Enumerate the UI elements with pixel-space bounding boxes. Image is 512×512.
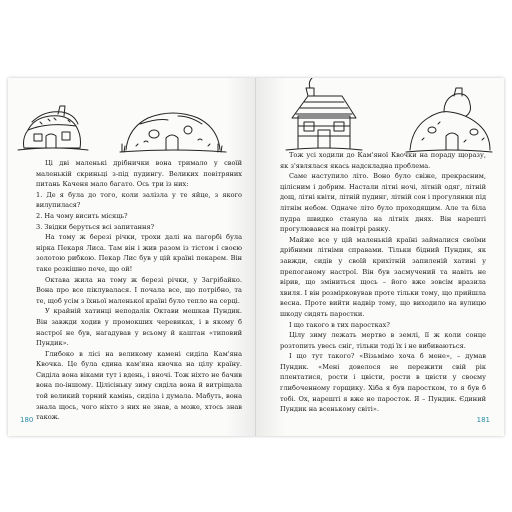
paragraph: Цілу зиму лежать мертво в землі, її ж коли сонце розтопить увесь сніг, тільки тоді їх і не вибиваються. — [280, 331, 486, 350]
paragraph: Саме наступило літо. Воно було свіже, прекрасним, цілісним і добрим. Настали літні ночі, літній одяг, літній дощ, літні квіти, літній пудинг, літній сон і прогулянки під літнім небом. Одначе літо було проходящим. Але та біла пудра швидко станула на літніх днях. Він нарешті прогулювався на повітрі ранку. — [280, 172, 486, 234]
paragraph: Глибоко в лісі на великому камені сиділа Кам'яна Квочка. Це була єдина кам'яна квочка на цілу країну. Сиділа вона віками тут і вдень, і вночі. Тож ніхто не бачив вона по-іншому. Цілісіньку зиму сиділа вона й витріщала той великий торний камінь, сиділа і думала. Мабуть, вона знала щось, чого ніхто з них не знав, а може, хтось знав також. — [36, 349, 242, 422]
list-item: 3. Звідки беруться всі запитання? — [36, 222, 155, 231]
paragraph: І що такого в тих паростках? — [289, 320, 390, 329]
book-spread — [8, 78, 504, 436]
list-item: 1. Де я була до того, коли залізла у те яйце, з якого вилупилася? — [36, 190, 242, 210]
wooden-house-icon — [284, 86, 364, 154]
paragraph: І що тут такого? «Візьмімо хоча б мене», – думав Пундик. «Мені довелося не пережити свій рік плентатися, рости і цвісти, рости в цвісти у своєму глибоченному горщику. Хіба я був паростком, то я був б тобі. Ох, нарешті я вже не паросток. Я – Пундик. Єдиний Пундик на всенькому світі». — [280, 352, 486, 414]
paragraph: У крайній хатинці неподалік Октави мешкав Пундик. Він завжди ходив у промокших черевиках, і в якому б настрої не був, нагадував у всьому й каштан «типовий Пундик». — [36, 307, 242, 348]
left-page — [8, 78, 256, 436]
mound-house-icon — [118, 106, 228, 154]
paragraph: Майже все у цій маленькій країні займалися своїми дрібними літніми справами. Тільки бідний Пундик, як завжди, сидів у своїй крихітній запиленій хатині у препоганому настрої. Він був засмучений та навіть не вірив, що зміниться щось – його вже зовсім вразила хвиля. І він розмірковував проте тільки тому, що прийшла весна. Проте вийти надвір тому, що виходило на вулицю шкоду сидять паростки. — [280, 235, 486, 318]
stone-cottage-icon — [18, 108, 88, 153]
list-item: 2. На чому висить місяць? — [36, 211, 128, 220]
paragraph: Октава жила на тому ж березі річки, у Загрібайко. Вона про все піклувалася. І почала все, що потрібно, та те, щоб усім з їхньої маленької країні було тепло на серці. — [36, 275, 242, 305]
page-number-right: 181 — [476, 416, 490, 424]
right-page — [256, 78, 504, 436]
paragraph: Ці дві маленькі дрібнички вона тримало у своїй маленькій скриньці з-під пудингу. Великих повітряних питань Каченя мало багато. Ось три із них: — [36, 159, 242, 189]
hill-house-icon — [404, 88, 494, 154]
right-text — [280, 150, 486, 415]
page-number-left: 180 — [20, 416, 34, 424]
paragraph: На тому ж березі річки, трохи далі на пагорбі була нірка Пекаря Лиса. Там він і жив разом із тістом і своєю золотою рибкою. Пекар Лис був у цій країні пекарем. Він таке розкішно пече, що ой! — [36, 233, 242, 273]
paragraph: Тож усі ходили до Кам'яної Квочки на пораду щоразу, як з'являлася якась надскладна проблема. — [280, 151, 486, 170]
left-text — [36, 158, 242, 423]
